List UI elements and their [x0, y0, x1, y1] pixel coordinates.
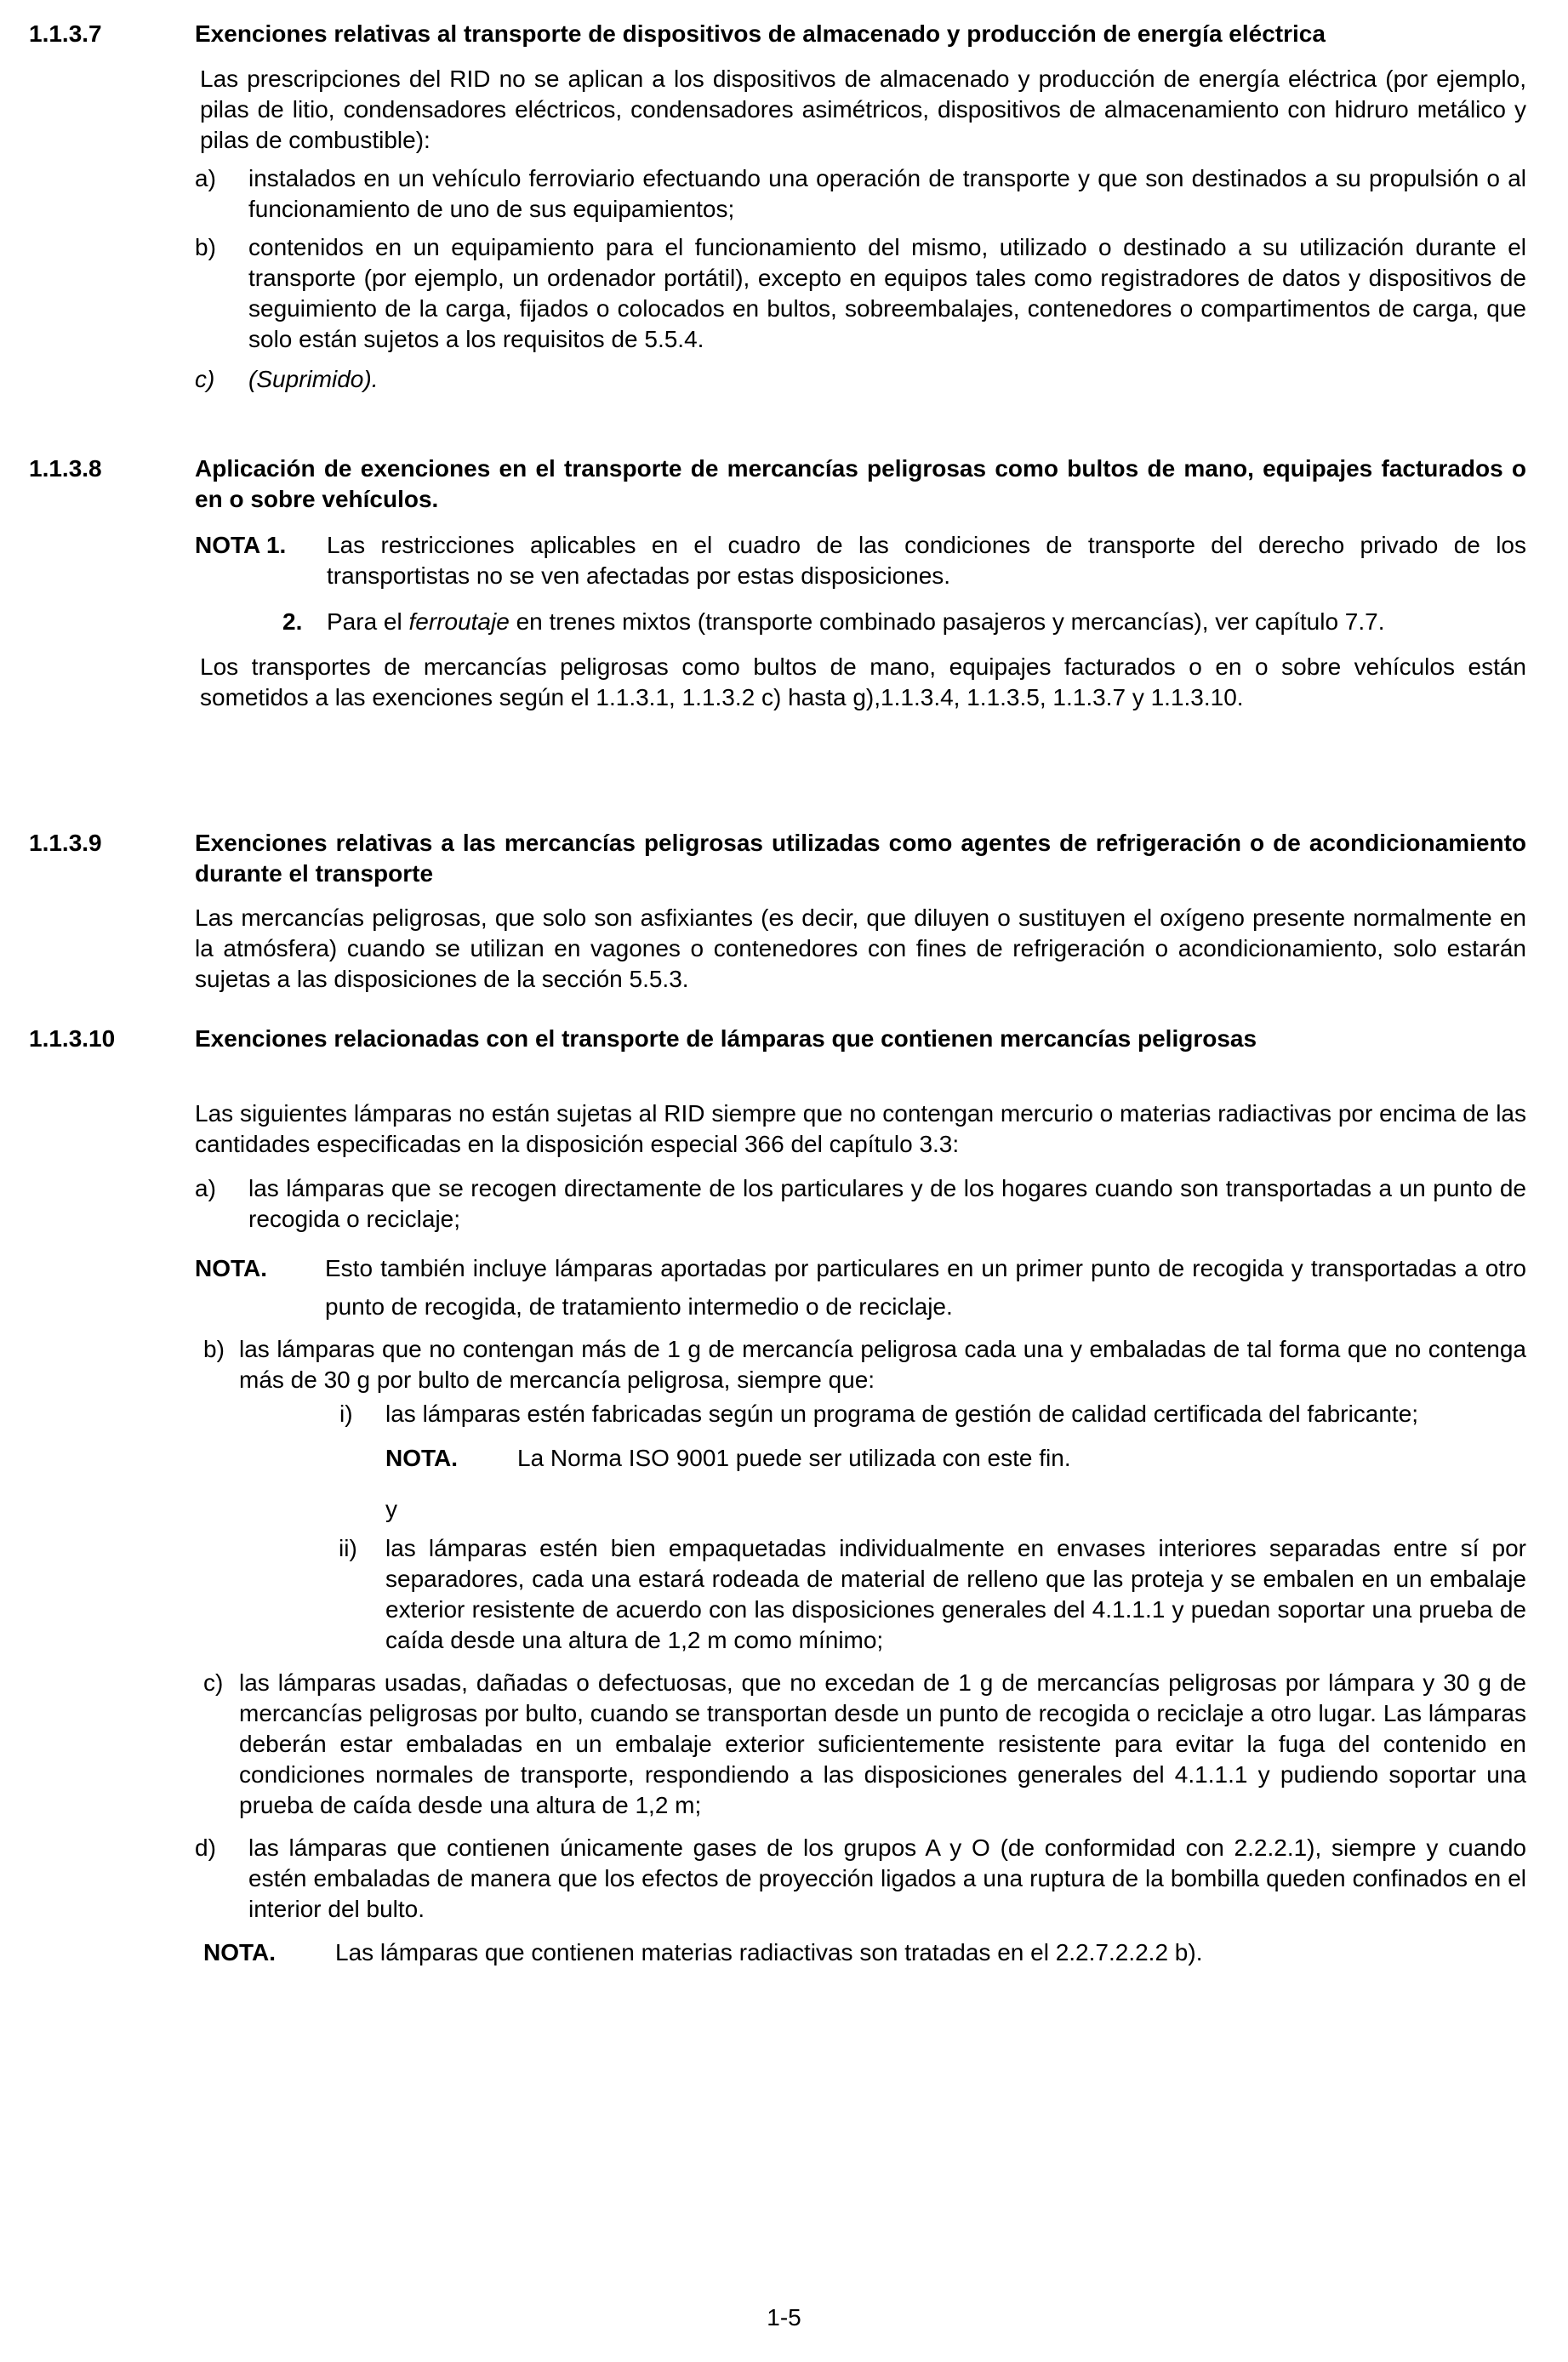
- sublist-item: [310, 1533, 1526, 1656]
- list-item: [195, 1173, 1526, 1235]
- section-body: Los transportes de mercancías peligrosas como bultos de mano, equipajes facturados o en o sobre vehículos están sometidos a las exenciones según el 1.1.3.1, 1.1.3.2 c) hasta g),1.1.3.4, 1.1.3.5, 1.1.3.7 y 1.1.3.10.: [200, 653, 1526, 710]
- section-number: 1.1.3.8: [29, 455, 102, 482]
- section-number: 1.1.3.9: [29, 830, 102, 856]
- note-label: NOTA.: [195, 1255, 268, 1281]
- list-label: a): [195, 1175, 216, 1201]
- list-label: a): [195, 165, 216, 191]
- list-text: las lámparas que no contengan más de 1 g de mercancía peligrosa cada una y embaladas de tal forma que no contenga más de 30 g por bulto de mercancía peligrosa, siempre que:: [239, 1336, 1526, 1393]
- list-item: [203, 1668, 1526, 1821]
- section-number: 1.1.3.7: [29, 20, 102, 47]
- note-label: NOTA 1.: [195, 532, 287, 558]
- section-1-1-3-7: [29, 19, 1526, 395]
- list-item: [203, 1334, 1526, 1395]
- section-1-1-3-10: [29, 1024, 1526, 1968]
- list-item: [195, 364, 1526, 395]
- note: [203, 1937, 1526, 1968]
- section-intro: Las prescripciones del RID no se aplican a los dispositivos de almacenado y producción de energía eléctrica (por ejemplo, pilas de litio, condensadores eléctricos, condensadores asimétricos, dispositivos de almacenamiento con hidruro metálico y pilas de combustible):: [200, 66, 1526, 153]
- list-item: [195, 1833, 1526, 1925]
- note-italic-term: ferroutaje: [408, 608, 510, 635]
- list-text: las lámparas usadas, dañadas o defectuosas, que no excedan de 1 g de mercancías peligrosas por lámpara y 30 g de mercancías peligrosas por bulto, cuando se transportan desde un punto de recogida o reciclaje a otro lugar. Las lámparas deberán estar embaladas en un embalaje exterior suficientemente resistente para evitar la fuga del contenido en condiciones normales de transporte, respondiendo a las disposiciones generales del 4.1.1.1 y pudiendo soportar una prueba de caída desde una altura de 1,2 m;: [239, 1669, 1526, 1818]
- list-label: c): [195, 366, 215, 392]
- section-title: Exenciones relacionadas con el transporte de lámparas que contienen mercancías peligrosas: [195, 1025, 1257, 1052]
- section-title: Aplicación de exenciones en el transporte de mercancías peligrosas como bultos de mano, equipajes facturados o en o sobre vehículos.: [195, 455, 1526, 512]
- sublist-text: las lámparas estén fabricadas según un programa de gestión de calidad certificada del fabricante;: [385, 1401, 1419, 1427]
- section-1-1-3-9: [29, 828, 1526, 995]
- section-body: Las mercancías peligrosas, que solo son asfixiantes (es decir, que diluyen o sustituyen el oxígeno presente normalmente en la atmósfera) cuando se utilizan en vagones o contenedores con fines de refrigeración o acondicionamiento, solo estarán sujetas a las disposiciones de la sección 5.5.3.: [195, 904, 1526, 992]
- note: [195, 607, 1526, 637]
- section-title: Exenciones relativas a las mercancías peligrosas utilizadas como agentes de refrigeración o de acondicionamiento durante el transporte: [195, 830, 1526, 887]
- note-text: Para el ferroutaje en trenes mixtos (transporte combinado pasajeros y mercancías), ver capítulo 7.7.: [327, 608, 1385, 635]
- sublist-text: las lámparas estén bien empaquetadas individualmente en envases interiores separadas entre sí por separadores, cada una estará rodeada de material de relleno que las proteja y se embalen en un embalaje exterior resistente de acuerdo con las disposiciones generales del 4.1.1.1 y puedan soportar una prueba de caída desde una altura de 1,2 m como mínimo;: [385, 1535, 1526, 1653]
- note-text: Esto también incluye lámparas aportadas por particulares en un primer punto de recogida y transportadas a otro punto de recogida, de tratamiento intermedio o de reciclaje.: [325, 1255, 1526, 1320]
- list-label: d): [195, 1834, 216, 1861]
- list-item: [195, 163, 1526, 225]
- list-label: b): [203, 1336, 225, 1362]
- note: [195, 530, 1526, 591]
- sublist-label: i): [339, 1401, 353, 1427]
- list-text: las lámparas que contienen únicamente gases de los grupos A y O (de conformidad con 2.2.2.1), siempre y cuando estén embaladas de manera que los efectos de proyección ligados a una ruptura de la bombilla queden confinados en el interior del bulto.: [248, 1834, 1526, 1922]
- section-intro: Las siguientes lámparas no están sujetas al RID siempre que no contengan mercurio o materias radiactivas por encima de las cantidades especificadas en la disposición especial 366 del capítulo 3.3:: [195, 1100, 1526, 1157]
- sublist-item: [310, 1399, 1526, 1429]
- list-label: b): [195, 234, 216, 260]
- list-label: c): [203, 1669, 224, 1696]
- conjunction: y: [385, 1496, 397, 1522]
- note: [385, 1443, 1526, 1474]
- note-text: La Norma ISO 9001 puede ser utilizada con este fin.: [517, 1445, 1071, 1471]
- list-text: contenidos en un equipamiento para el funcionamiento del mismo, utilizado o destinado a su utilización durante el transporte (por ejemplo, un ordenador portátil), excepto en equipos tales como registradores de datos y dispositivos de seguimiento de la carga, fijados o colocados en bultos, sobreembalajes, contenedores o compartimentos de carga, que solo están sujetos a los requisitos de 5.5.4.: [248, 234, 1526, 352]
- note-label: 2.: [282, 608, 303, 635]
- note-label: NOTA.: [203, 1939, 277, 1965]
- list-text: las lámparas que se recogen directamente de los particulares y de los hogares cuando son transportadas a un punto de recogida o reciclaje;: [248, 1175, 1526, 1232]
- list-text: instalados en un vehículo ferroviario efectuando una operación de transporte y que son destinados a su propulsión o al funcionamiento de uno de sus equipamientos;: [248, 165, 1526, 222]
- note-text: Las restricciones aplicables en el cuadro de las condiciones de transporte del derecho privado de los transportistas no se ven afectadas por estas disposiciones.: [327, 532, 1526, 589]
- list-item: [195, 232, 1526, 355]
- section-title: Exenciones relativas al transporte de dispositivos de almacenado y producción de energía eléctrica: [195, 20, 1326, 47]
- note-text: Las lámparas que contienen materias radiactivas son tratadas en el 2.2.7.2.2.2 b).: [335, 1939, 1203, 1965]
- section-number: 1.1.3.10: [29, 1025, 116, 1052]
- page-number: 1-5: [767, 2304, 801, 2331]
- sublist-label: ii): [339, 1535, 357, 1561]
- note: [195, 1249, 1526, 1326]
- section-1-1-3-8: [29, 454, 1526, 713]
- note-label: NOTA.: [385, 1445, 459, 1471]
- list-text: (Suprimido).: [248, 366, 379, 392]
